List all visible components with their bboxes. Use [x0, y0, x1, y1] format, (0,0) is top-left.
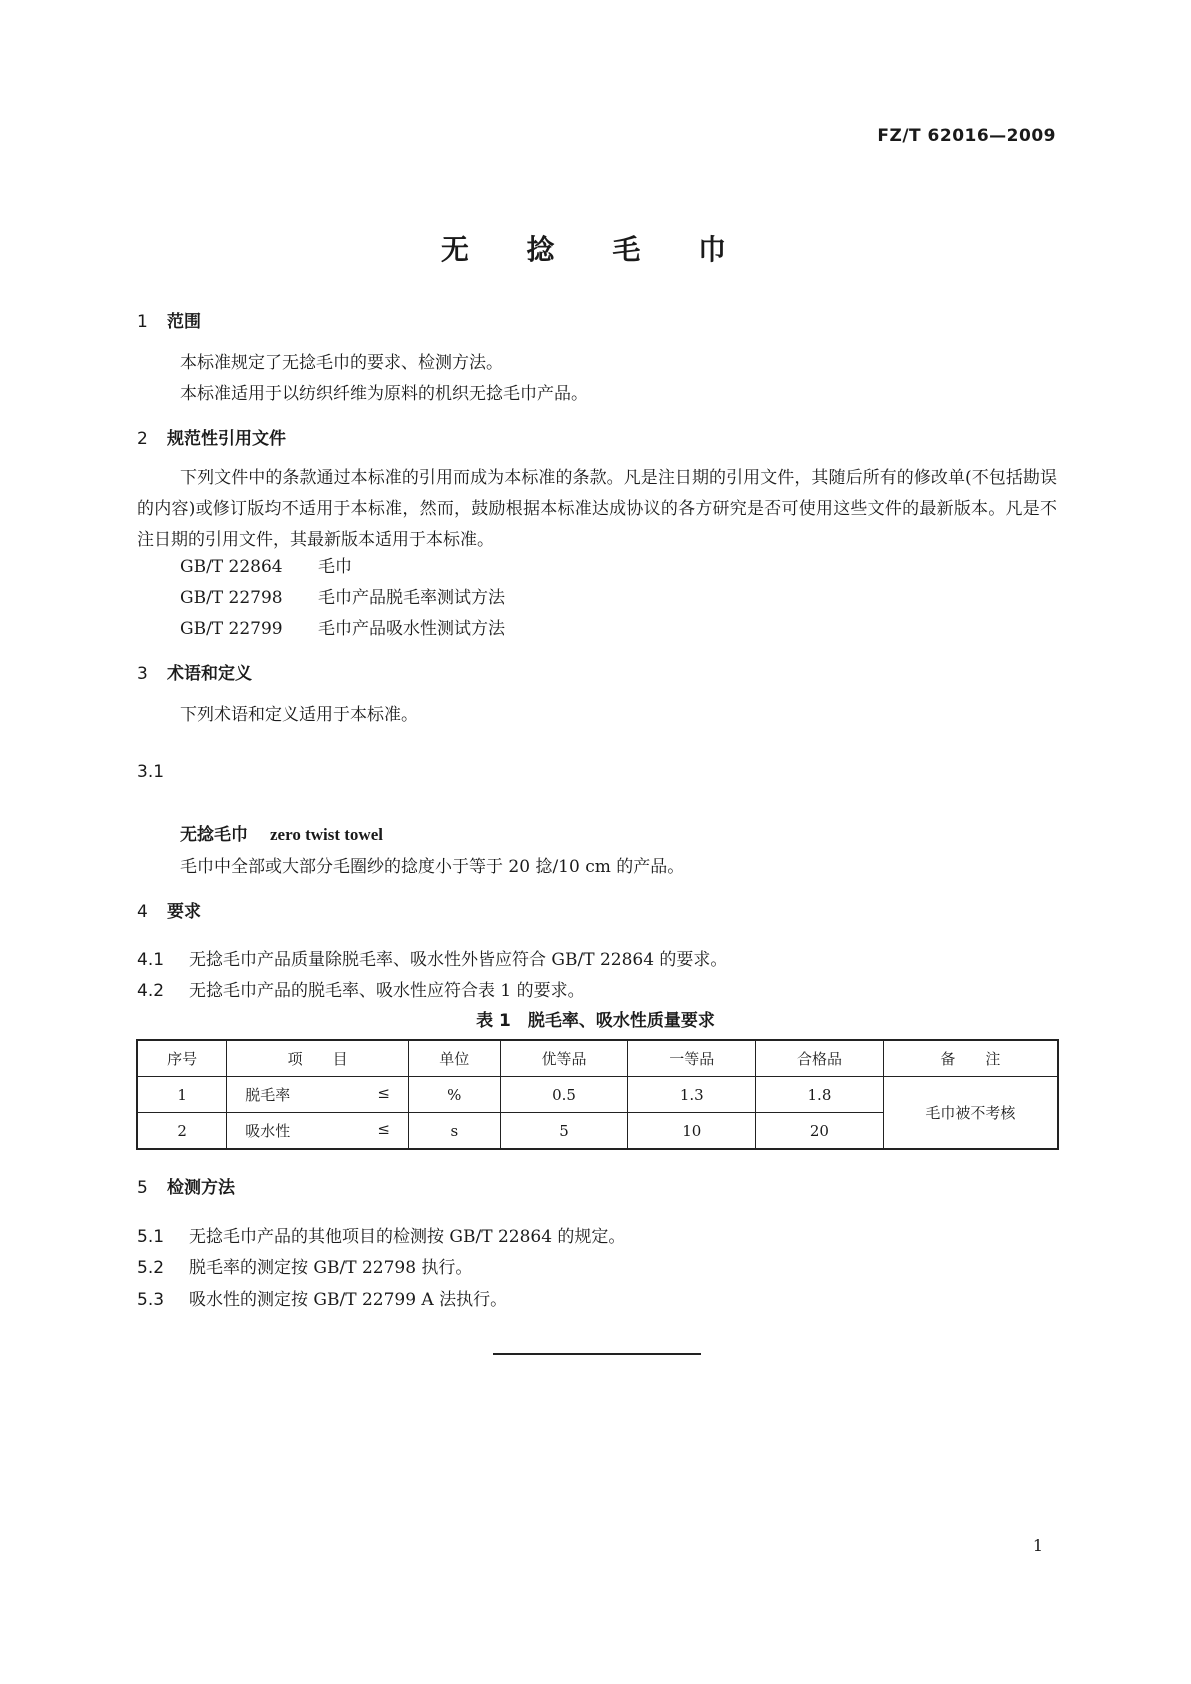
term-number: 3.1	[137, 762, 165, 782]
table-header-cell: 备 注	[883, 1040, 1058, 1077]
section-title: 术语和定义	[167, 664, 252, 684]
reference-item	[180, 552, 352, 577]
less-equal-sign: ≤	[377, 1120, 390, 1138]
paragraph: 本标准规定了无捻毛巾的要求、检测方法。	[180, 353, 503, 373]
clause-number: 5.3	[137, 1290, 165, 1310]
page-number: 1	[1032, 1536, 1043, 1555]
clause-text: 无捻毛巾产品的其他项目的检测按 GB/T 22864 的规定。	[189, 1227, 626, 1247]
section-title: 要求	[167, 902, 201, 922]
clause-text: 无捻毛巾产品的脱毛率、吸水性应符合表 1 的要求。	[189, 981, 585, 1001]
table-cell-superior: 0.5	[500, 1077, 628, 1113]
table-header-cell: 序号	[137, 1040, 227, 1077]
reference-title: 毛巾	[318, 557, 352, 577]
reference-title: 毛巾产品脱毛率测试方法	[318, 588, 505, 608]
section-number: 2	[137, 429, 148, 449]
term-definition: 毛巾中全部或大部分毛圈纱的捻度小于等于 20 捻/10 cm 的产品。	[180, 857, 685, 877]
reference-code: GB/T 22864	[180, 557, 283, 577]
section-number: 3	[137, 664, 148, 684]
table-cell-first: 10	[628, 1113, 756, 1150]
reference-item	[180, 583, 505, 608]
table-row	[137, 1077, 1058, 1113]
clause-number: 5.1	[137, 1227, 165, 1247]
reference-code: GB/T 22799	[180, 619, 283, 639]
term-en: zero twist towel	[270, 825, 383, 844]
section-3-heading	[137, 659, 252, 684]
table-cell-item	[227, 1113, 409, 1150]
item-name: 吸水性	[245, 1122, 291, 1140]
clause-text: 脱毛率的测定按 GB/T 22798 执行。	[189, 1258, 473, 1278]
section-number: 4	[137, 902, 148, 922]
table-header-row	[137, 1040, 1058, 1077]
clause-number: 4.2	[137, 981, 165, 1001]
section-4-heading	[137, 897, 201, 922]
reference-code: GB/T 22798	[180, 588, 283, 608]
clause	[137, 1222, 625, 1247]
table-header-cell: 单位	[408, 1040, 500, 1077]
clause	[137, 1285, 507, 1310]
section-1-heading	[137, 307, 201, 332]
table-cell-unit: s	[408, 1113, 500, 1150]
term-heading	[180, 820, 383, 845]
table-header-cell: 合格品	[756, 1040, 884, 1077]
section-title: 检测方法	[167, 1178, 235, 1198]
requirements-table	[136, 1039, 1059, 1150]
section-2-heading	[137, 424, 286, 449]
section-5-heading	[137, 1173, 235, 1198]
table-cell-qualified: 20	[756, 1113, 884, 1150]
clause	[137, 945, 727, 970]
paragraph: 下列文件中的条款通过本标准的引用而成为本标准的条款。凡是注日期的引用文件，其随后所有的修改单(不包括勘误的内容)或修订版均不适用于本标准，然而，鼓励根据本标准达成协议的各方研究是否可使用这些文件的最新版本。凡是不注日期的引用文件，其最新版本适用于本标准。	[137, 468, 1057, 550]
table-cell-superior: 5	[500, 1113, 628, 1150]
standard-number: FZ/T 62016—2009	[877, 126, 1056, 146]
section-title: 范围	[167, 312, 201, 332]
term-cn: 无捻毛巾	[180, 825, 248, 845]
table-header-cell: 项 目	[227, 1040, 409, 1077]
clause	[137, 1253, 472, 1278]
clause-text: 无捻毛巾产品质量除脱毛率、吸水性外皆应符合 GB/T 22864 的要求。	[189, 950, 728, 970]
reference-item	[180, 614, 505, 639]
table-cell-unit: %	[408, 1077, 500, 1113]
section-title: 规范性引用文件	[167, 429, 286, 449]
table-caption: 表 1 脱毛率、吸水性质量要求	[476, 1011, 715, 1031]
section-number: 1	[137, 312, 148, 332]
table-header-cell: 一等品	[628, 1040, 756, 1077]
reference-title: 毛巾产品吸水性测试方法	[318, 619, 505, 639]
paragraph: 下列术语和定义适用于本标准。	[180, 705, 418, 725]
clause-text: 吸水性的测定按 GB/T 22799 A 法执行。	[189, 1290, 508, 1310]
table-cell-remark: 毛巾被不考核	[883, 1077, 1058, 1150]
paragraph: 本标准适用于以纺织纤维为原料的机织无捻毛巾产品。	[180, 384, 588, 404]
table-cell-item	[227, 1077, 409, 1113]
clause-number: 5.2	[137, 1258, 165, 1278]
less-equal-sign: ≤	[377, 1084, 390, 1102]
table-header-cell: 优等品	[500, 1040, 628, 1077]
document-title: 无 捻 毛 巾	[440, 233, 751, 266]
section-number: 5	[137, 1178, 148, 1198]
end-of-standard-rule	[493, 1353, 701, 1355]
table-cell-first: 1.3	[628, 1077, 756, 1113]
table-cell-qualified: 1.8	[756, 1077, 884, 1113]
item-name: 脱毛率	[245, 1086, 291, 1104]
table-cell-no: 1	[137, 1077, 227, 1113]
clause	[137, 976, 585, 1001]
clause-number: 4.1	[137, 950, 165, 970]
table-cell-no: 2	[137, 1113, 227, 1150]
